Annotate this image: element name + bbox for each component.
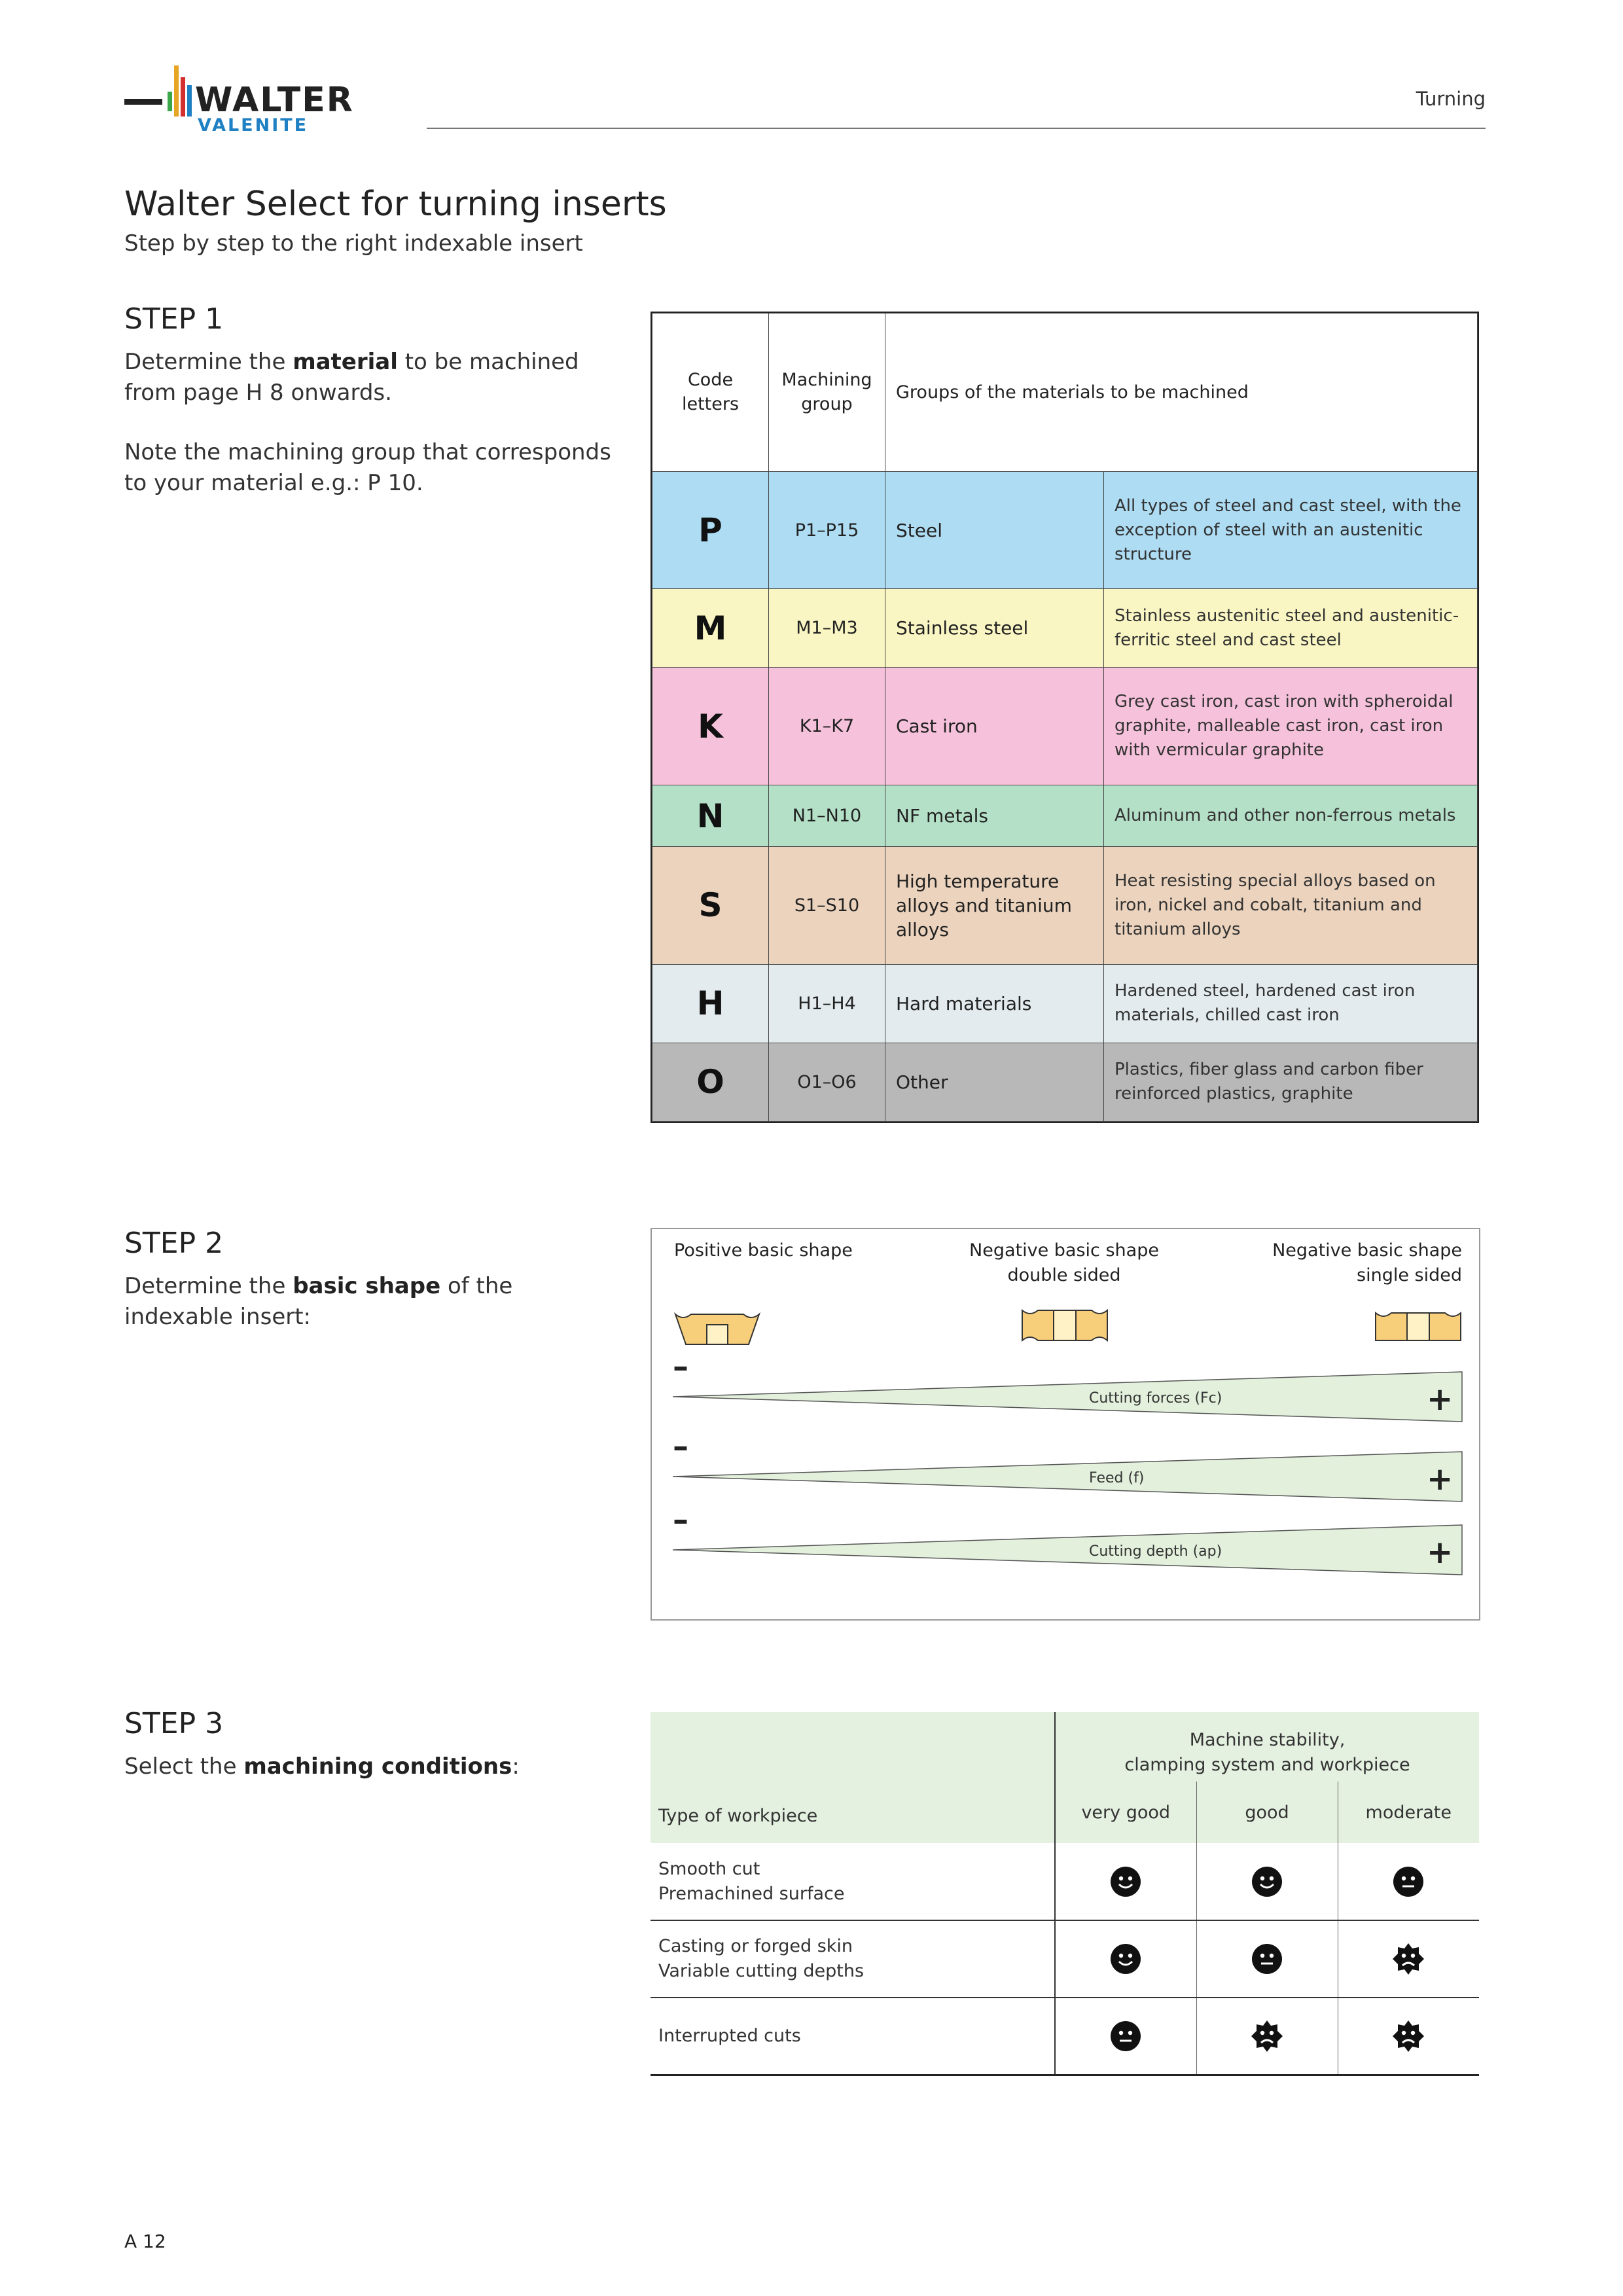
minus-sign: – <box>673 1501 688 1538</box>
table-row <box>652 847 1478 964</box>
negative-single-insert-icon <box>1374 1310 1462 1343</box>
material-name-cell: High temperature alloys and titanium alloys <box>885 847 1104 964</box>
rating-cell <box>1055 1920 1196 1998</box>
plus-sign: + <box>1427 1381 1454 1418</box>
rating-cell <box>1196 1920 1338 1998</box>
rating-cell <box>1338 1998 1479 2075</box>
trend-label: Cutting forces (Fc) <box>1089 1390 1222 1407</box>
material-desc-cell: Aluminum and other non-ferrous metals <box>1104 785 1478 847</box>
page-number: A 12 <box>124 2231 166 2252</box>
material-desc-cell: Plastics, fiber glass and carbon fiber reinforced plastics, graphite <box>1104 1043 1478 1121</box>
trend-wedge <box>670 1369 1469 1423</box>
material-desc-cell: Stainless austenitic steel and austenitic-ferritic steel and cast steel <box>1104 589 1478 668</box>
negative-double-insert-icon <box>1021 1308 1109 1343</box>
col-header-good: good <box>1196 1782 1338 1843</box>
col-header-code: Code letters <box>652 314 769 472</box>
header-divider <box>427 128 1486 129</box>
table-row <box>651 1843 1479 1920</box>
material-code-cell: N <box>652 785 769 847</box>
basic-shape-panel <box>651 1228 1480 1621</box>
table-row <box>652 785 1478 847</box>
section-label: Turning <box>1416 88 1486 110</box>
svg-text:VALENITE: VALENITE <box>198 115 309 135</box>
trend-label: Cutting depth (ap) <box>1089 1543 1222 1560</box>
table-row <box>651 1920 1479 1998</box>
col-header-moderate: moderate <box>1365 1802 1452 1823</box>
rating-cell <box>1055 1998 1196 2075</box>
material-name-cell: Other <box>885 1043 1104 1121</box>
step1-instruction: Determine the material to be machined from page H 8 onwards. <box>124 349 579 406</box>
sad-face-icon <box>1391 1942 1425 1976</box>
material-code-cell: M <box>652 589 769 668</box>
material-group-cell: O1–O6 <box>769 1043 885 1121</box>
minus-sign: – <box>673 1348 688 1385</box>
step2-heading: STEP 2 <box>124 1227 224 1260</box>
material-group-cell: M1–M3 <box>769 589 885 668</box>
material-desc-cell: All types of steel and cast steel, with the exception of steel with an austenitic structure <box>1104 471 1478 588</box>
material-code-cell: O <box>652 1043 769 1121</box>
material-code-cell: H <box>652 964 769 1043</box>
material-group-cell: S1–S10 <box>769 847 885 964</box>
step1-note: Note the machining group that corresponds to your material e.g.: P 10. <box>124 439 611 496</box>
material-desc-cell: Heat resisting special alloys based on iron, nickel and cobalt, titanium and titanium alloys <box>1104 847 1478 964</box>
table-row <box>652 1043 1478 1121</box>
material-code-cell: P <box>652 471 769 588</box>
positive-insert-icon <box>674 1312 760 1347</box>
page-subtitle: Step by step to the right indexable insert <box>124 230 583 257</box>
plus-sign: + <box>1427 1534 1454 1571</box>
material-desc-cell: Hardened steel, hardened cast iron materials, chilled cast iron <box>1104 964 1478 1043</box>
page-title: Walter Select for turning inserts <box>124 185 667 224</box>
material-groups-table <box>651 312 1479 1123</box>
sad-face-icon <box>1391 2019 1425 2053</box>
step3-heading: STEP 3 <box>124 1707 224 1740</box>
rating-cell <box>1338 1920 1479 1998</box>
step2-instruction: Determine the basic shape of the indexable insert: <box>124 1273 513 1330</box>
material-code-cell: S <box>652 847 769 964</box>
sad-face-icon <box>1250 2019 1284 2053</box>
trend-wedge <box>670 1522 1469 1576</box>
machining-conditions-table <box>651 1712 1479 2076</box>
trend-label: Feed (f) <box>1089 1470 1145 1486</box>
table-row <box>651 1998 1479 2075</box>
neutral-face-icon <box>1391 1865 1425 1899</box>
workpiece-type-cell: Interrupted cuts <box>651 1998 1055 2075</box>
table-header-row <box>652 314 1478 472</box>
trend-wedge <box>670 1449 1469 1503</box>
material-name-cell: Hard materials <box>885 964 1104 1043</box>
minus-sign: – <box>673 1428 688 1465</box>
table-row <box>652 668 1478 785</box>
material-name-cell: NF metals <box>885 785 1104 847</box>
material-name-cell: Steel <box>885 471 1104 588</box>
table-row <box>652 471 1478 588</box>
negative-double-label: Negative basic shape double sided <box>969 1240 1159 1285</box>
material-name-cell: Cast iron <box>885 668 1104 785</box>
happy-face-icon <box>1109 1865 1143 1899</box>
svg-text:WALTER: WALTER <box>195 81 354 120</box>
material-code-cell: K <box>652 668 769 785</box>
material-group-cell: K1–K7 <box>769 668 885 785</box>
step1-heading: STEP 1 <box>124 302 224 336</box>
negative-single-label: Negative basic shape single sided <box>1272 1240 1462 1285</box>
material-name-cell: Stainless steel <box>885 589 1104 668</box>
happy-face-icon <box>1109 1942 1143 1976</box>
material-group-cell: P1–P15 <box>769 471 885 588</box>
rating-cell <box>1196 1843 1338 1920</box>
col-header-workpiece: Type of workpiece <box>651 1712 1055 1843</box>
col-header-group: Machining group <box>769 314 885 472</box>
material-group-cell: H1–H4 <box>769 964 885 1043</box>
table-row <box>652 589 1478 668</box>
table-row <box>652 964 1478 1043</box>
col-header-materials: Groups of the materials to be machined <box>885 314 1478 472</box>
material-group-cell: N1–N10 <box>769 785 885 847</box>
rating-cell <box>1338 1843 1479 1920</box>
workpiece-type-cell: Smooth cut Premachined surface <box>651 1843 1055 1920</box>
happy-face-icon <box>1250 1865 1284 1899</box>
walter-valenite-logo <box>124 63 406 136</box>
workpiece-type-cell: Casting or forged skin Variable cutting depths <box>651 1920 1055 1998</box>
rating-cell <box>1055 1843 1196 1920</box>
step3-instruction: Select the machining conditions: <box>124 1753 520 1780</box>
material-desc-cell: Grey cast iron, cast iron with spheroidal graphite, malleable cast iron, cast iron with vermicular graphite <box>1104 668 1478 785</box>
neutral-face-icon <box>1109 2019 1143 2053</box>
rating-cell <box>1196 1998 1338 2075</box>
positive-shape-label: Positive basic shape <box>674 1240 853 1261</box>
stability-header: Machine stability, clamping system and workpiece <box>1124 1730 1410 1775</box>
col-header-very-good: very good <box>1055 1782 1196 1843</box>
plus-sign: + <box>1427 1461 1454 1498</box>
neutral-face-icon <box>1250 1942 1284 1976</box>
